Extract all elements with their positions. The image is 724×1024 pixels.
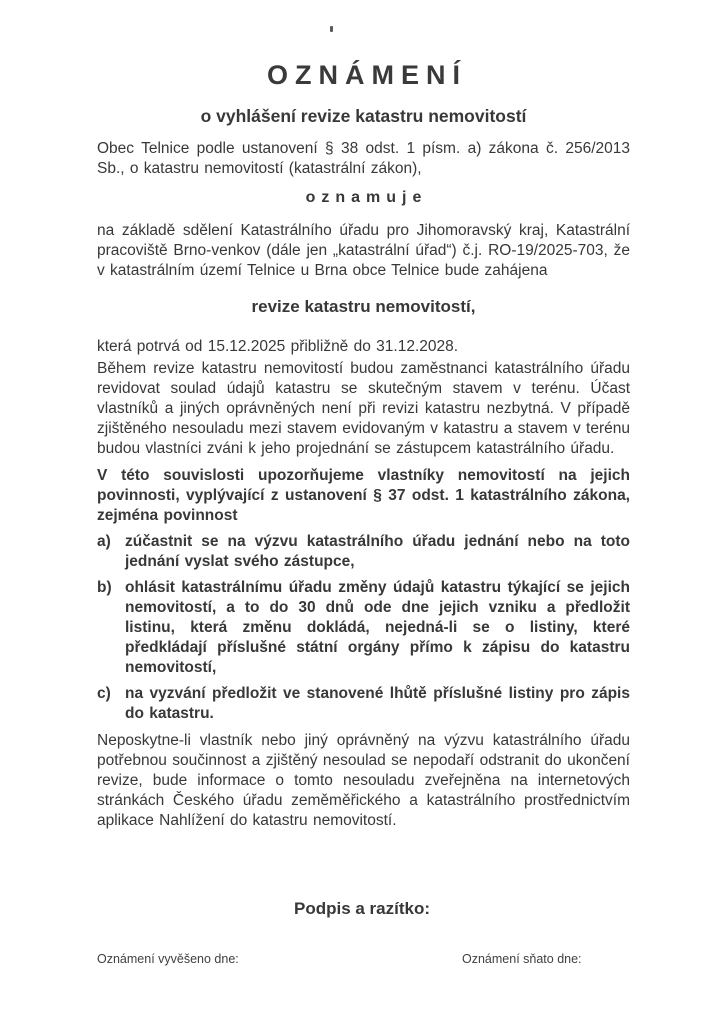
document-body xyxy=(97,0,630,831)
obligation-text-b: ohlásit katastrálnímu úřadu změny údajů katastru týkající se jejich nemovitostí, a to do 30 dnů ode dne jejich vzniku a předložit listinu, která změnu dokládá, nejedná-li se o listiny, které předkládají příslušné státní orgány přímo k zápisu do katastru nemovitostí, xyxy=(125,579,630,676)
obligation-marker-a: a) xyxy=(97,533,111,550)
duration-line: která potrvá od 15.12.2025 přibližně do 31.12.2028. xyxy=(97,338,459,355)
basis-paragraph: na základě sdělení Katastrálního úřadu pro Jihomoravský kraj, Katastrální pracoviště Brno-venkov (dále jen „katastrální úřad“) č.j. RO-19/2025-703, že v katastrálním území Telnice u Brna obce Telnice bude zahájena xyxy=(97,222,630,279)
announce-word: oznamuje xyxy=(305,189,428,206)
revision-description-paragraph: Během revize katastru nemovitostí budou zaměstnanci katastrálního úřadu revidovat soulad údajů katastru se skutečným stavem v terénu. Účast vlastníků a jiných oprávněných není při revizi katastru nezbytná. V případě zjištěného nesouladu mezi stavem evidovaným v katastru a stavem v terénu budou vlastníci zváni k jeho projednání se zástupcem katastrálního úřadu. xyxy=(97,360,630,457)
document-subtitle: o vyhlášení revize katastru nemovitostí xyxy=(200,106,527,126)
non-cooperation-paragraph: Neposkytne-li vlastník nebo jiný oprávněný na výzvu katastrálního úřadu potřebnou součinnost a zjištěný nesoulad se nepodaří odstranit do ukončení revize, bude informace o tomto nesouladu zveřejněna na internetových stránkách Českého úřadu zeměměřického a katastrálního prostřednictvím aplikace Nahlížení do katastru nemovitostí. xyxy=(97,732,630,829)
signature-heading: Podpis a razítko: xyxy=(293,899,431,918)
obligation-marker-c: c) xyxy=(97,685,111,702)
obligations-intro-paragraph: V této souvislosti upozorňujeme vlastníky nemovitostí na jejich povinnosti, vyplývající z ustanovení § 37 odst. 1 katastrálního zákona, zejména povinnost xyxy=(97,467,630,524)
obligation-text-c: na vyzvání předložit ve stanovené lhůtě příslušné listiny pro zápis do katastru. xyxy=(125,685,630,722)
obligation-item-c xyxy=(97,684,630,724)
obligation-item-b xyxy=(97,578,630,678)
obligation-marker-b: b) xyxy=(97,579,112,596)
revision-heading: revize katastru nemovitostí, xyxy=(251,297,476,316)
obligation-item-a xyxy=(97,532,630,572)
posted-date-label: Oznámení vyvěšeno dne: xyxy=(97,952,239,966)
removed-date-label: Oznámení sňato dne: xyxy=(462,952,582,966)
obligation-text-a: zúčastnit se na výzvu katastrálního úřadu jednání nebo na toto jednání vyslat svého zástupce, xyxy=(125,533,630,570)
document-title: OZNÁMENÍ xyxy=(267,60,467,90)
intro-paragraph: Obec Telnice podle ustanovení § 38 odst. 1 písm. a) zákona č. 256/2013 Sb., o katastru nemovitostí (katastrální zákon), xyxy=(97,140,630,177)
